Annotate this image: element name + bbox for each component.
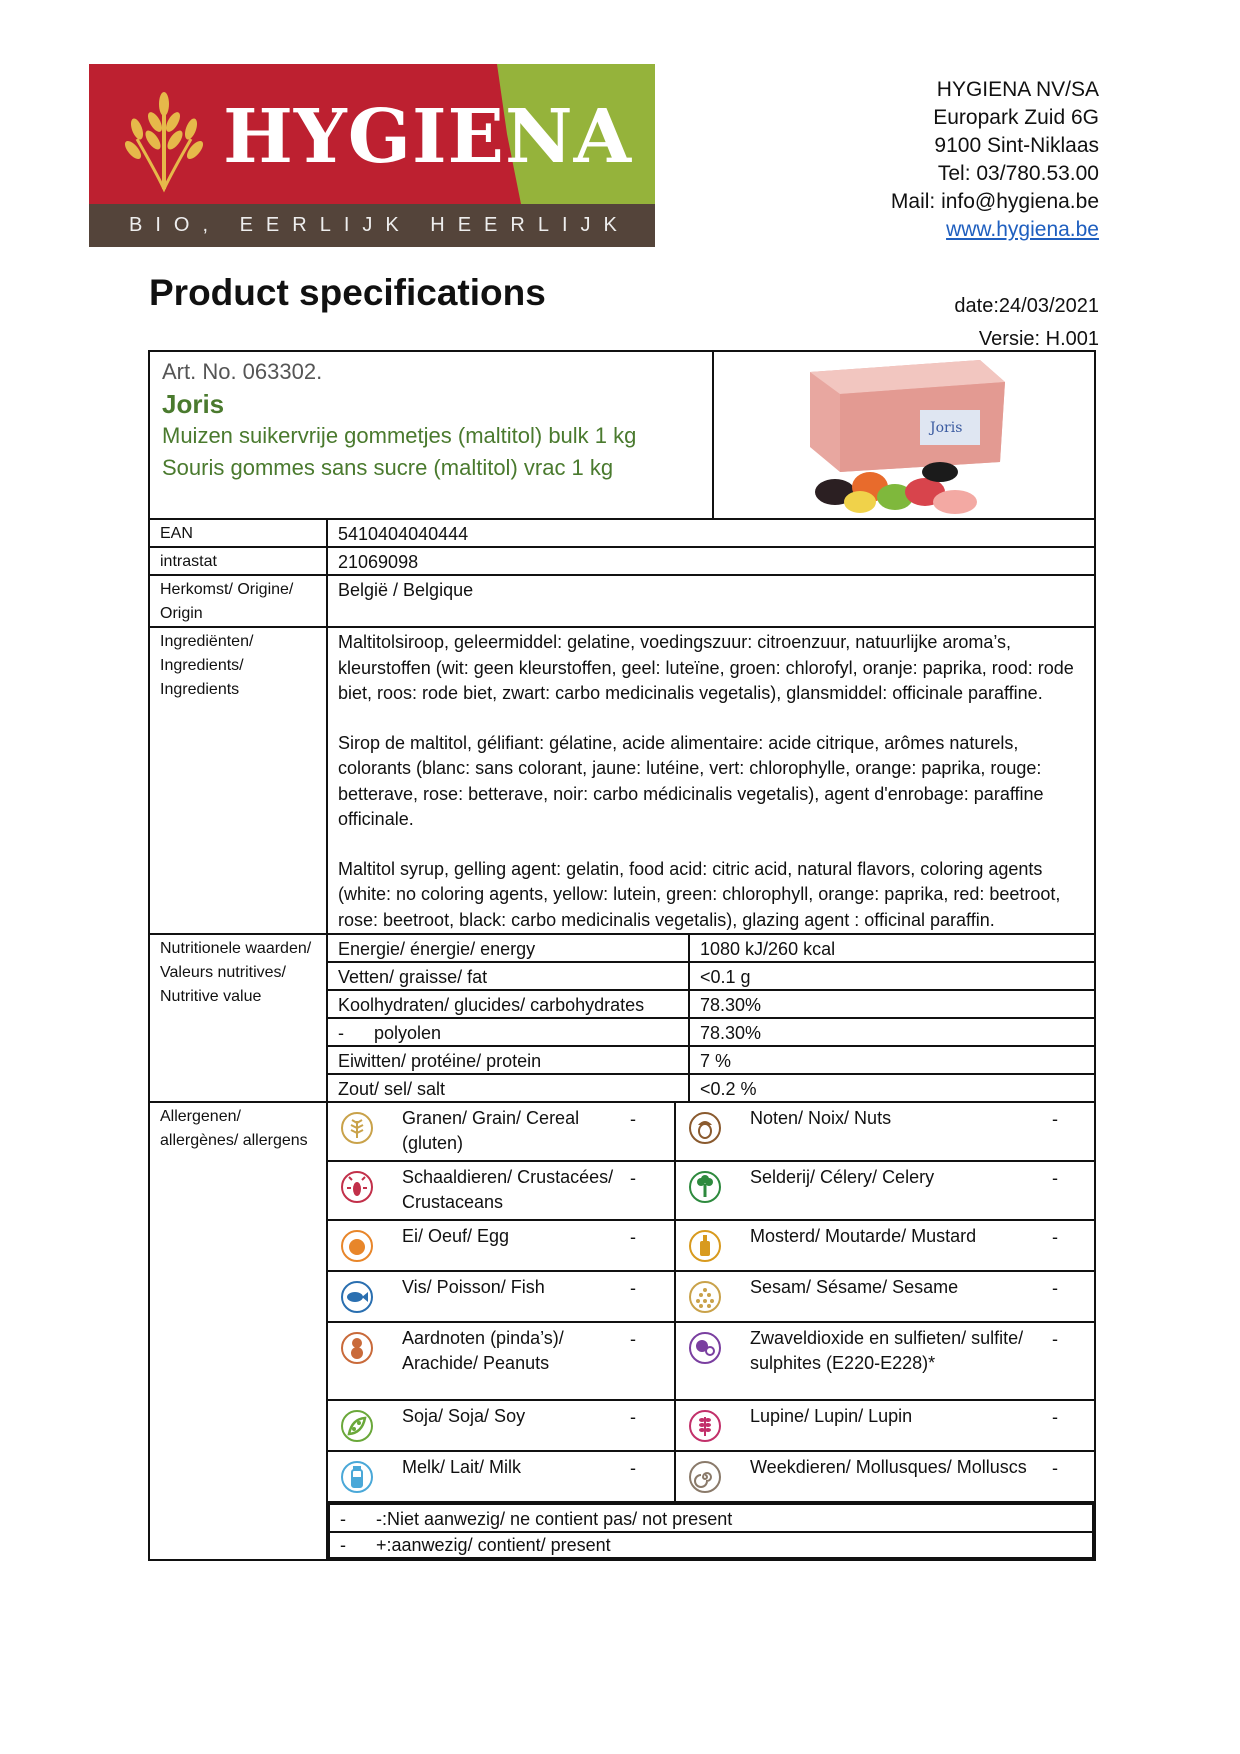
nutrient-value: 78.30% — [689, 1018, 1094, 1046]
nutrition-table — [328, 935, 1094, 1101]
nutrient-value: <0.1 g — [689, 962, 1094, 990]
nutrition-row — [149, 934, 1095, 1102]
allergen-row — [328, 1322, 1094, 1400]
svg-text:Joris: Joris — [930, 420, 963, 436]
allergens-table — [328, 1103, 1094, 1503]
grain-icon — [340, 1111, 374, 1145]
origin-label: Herkomst/ Origine/ Origin — [149, 575, 327, 627]
mustard-icon — [688, 1229, 722, 1263]
allergen-row — [328, 1400, 1094, 1451]
allergen-name: Aardnoten (pinda’s)/ Arachide/ Peanuts — [398, 1322, 618, 1400]
nutrient-value: 1080 kJ/260 kcal — [689, 935, 1094, 962]
nutrition-row-item — [328, 990, 1094, 1018]
company-mail: Mail: info@hygiena.be — [890, 190, 1099, 213]
hygiena-logo — [89, 64, 655, 247]
nutrition-label: Nutritionele waarden/ Valeurs nutritives/ Nutritive value — [149, 934, 327, 1102]
allergen-name: Weekdieren/ Mollusques/ Molluscs — [746, 1451, 1040, 1502]
allergen-name: Granen/ Grain/ Cereal (gluten) — [398, 1103, 618, 1161]
origin-row — [149, 575, 1095, 627]
nutrition-row-item — [328, 1046, 1094, 1074]
nutrient-name: Koolhydraten/ glucides/ carbohydrates — [328, 990, 689, 1018]
intrastat-value: 21069098 — [327, 547, 1095, 575]
allergens-label: Allergenen/ allergènes/ allergens — [149, 1102, 327, 1560]
allergen-status: - — [1040, 1103, 1094, 1161]
sesame-icon — [688, 1280, 722, 1314]
allergen-name: Zwaveldioxide en sulfieten/ sulfite/ sulphites (E220-E228)* — [746, 1322, 1040, 1400]
ean-label: EAN — [149, 519, 327, 547]
nutrition-row-item — [328, 1074, 1094, 1101]
fish-icon — [340, 1280, 374, 1314]
ingredients-en: Maltitol syrup, gelling agent: gelatin, food acid: citric acid, natural flavors, coloring agents (white: no coloring agents, yellow: lutein, green: chlorophyll, orange: paprika, red: beetroot, rose: beetroot, black: carbo medicinalis vegetalis), glazing agent : officinal paraffin. — [338, 858, 1061, 930]
allergen-status: - — [618, 1322, 675, 1400]
allergen-row — [328, 1271, 1094, 1322]
ingredients-label: Ingrediënten/ Ingredients/ Ingredients — [149, 627, 327, 934]
origin-value: België / Belgique — [327, 575, 1095, 627]
legend-absent: - -:Niet aanwezig/ ne contient pas/ not present — [329, 1504, 1093, 1532]
allergen-name: Schaaldieren/ Crustacées/ Crustaceans — [398, 1161, 618, 1220]
nutrient-name: Vetten/ graisse/ fat — [328, 962, 689, 990]
specification-table — [148, 518, 1096, 1561]
allergen-row — [328, 1451, 1094, 1502]
company-city: 9100 Sint-Niklaas — [934, 134, 1099, 157]
nutrient-name: - polyolen — [328, 1018, 689, 1046]
allergen-status: - — [618, 1220, 675, 1271]
allergen-name: Melk/ Lait/ Milk — [398, 1451, 618, 1502]
sulphite-icon — [688, 1331, 722, 1365]
allergen-name: Noten/ Noix/ Nuts — [746, 1103, 1040, 1161]
allergen-status: - — [1040, 1400, 1094, 1451]
ean-row — [149, 519, 1095, 547]
legend-present: - +:aanwezig/ contient/ present — [329, 1532, 1093, 1558]
allergen-status: - — [1040, 1161, 1094, 1220]
allergen-name: Selderij/ Célery/ Celery — [746, 1161, 1040, 1220]
allergen-name: Sesam/ Sésame/ Sesame — [746, 1271, 1040, 1322]
allergens-row — [149, 1102, 1095, 1560]
company-website-link[interactable]: www.hygiena.be — [946, 218, 1099, 241]
peanut-icon — [340, 1331, 374, 1365]
intrastat-row — [149, 547, 1095, 575]
lupin-icon — [688, 1409, 722, 1443]
allergen-name: Ei/ Oeuf/ Egg — [398, 1220, 618, 1271]
article-description-fr: Souris gommes sans sucre (maltitol) vrac 1 kg — [162, 455, 614, 480]
wheat-icon — [117, 84, 212, 194]
allergen-status: - — [1040, 1220, 1094, 1271]
nutrition-row-item — [328, 1018, 1094, 1046]
allergen-status: - — [1040, 1322, 1094, 1400]
article-number: Art. No. 063302. — [162, 359, 323, 384]
intrastat-label: intrastat — [149, 547, 327, 575]
allergen-status: - — [618, 1400, 675, 1451]
nutrient-name: Zout/ sel/ salt — [328, 1074, 689, 1101]
nutrient-value: <0.2 % — [700, 1079, 757, 1099]
document-date: date:24/03/2021 — [954, 295, 1099, 317]
allergen-row — [328, 1103, 1094, 1161]
allergen-status: - — [618, 1271, 675, 1322]
nutrition-row-item — [328, 935, 1094, 962]
allergen-name: Mosterd/ Moutarde/ Mustard — [746, 1220, 1040, 1271]
soy-icon — [340, 1409, 374, 1443]
allergen-status: - — [618, 1451, 675, 1502]
allergen-name: Lupine/ Lupin/ Lupin — [746, 1400, 1040, 1451]
allergen-legend — [328, 1503, 1094, 1559]
nutrient-name: Energie/ énergie/ energy — [328, 935, 689, 962]
company-street: Europark Zuid 6G — [933, 106, 1099, 129]
ingredients-row — [149, 627, 1095, 934]
company-tel: Tel: 03/780.53.00 — [937, 162, 1099, 185]
crustacean-icon — [340, 1170, 374, 1204]
celery-icon — [688, 1170, 722, 1204]
ingredients-nl: Maltitolsiroop, geleermiddel: gelatine, voedingszuur: citroenzuur, natuurlijke aroma’s, kleurstoffen (wit: geen kleurstoffen, geel: luteïne, groen: chlorofyl, oranje: paprika, rood: rode biet, roos: rode biet, zwart: carbo medicinalis vegetalis), glansmiddel: officinale paraffine. — [338, 632, 1074, 703]
nutrient-name: Eiwitten/ protéine/ protein — [328, 1046, 689, 1074]
allergen-status: - — [618, 1161, 675, 1220]
document-date-version — [954, 290, 1099, 356]
allergen-status: - — [1040, 1271, 1094, 1322]
nut-icon — [688, 1111, 722, 1145]
nutrition-row-item — [328, 962, 1094, 990]
company-name: HYGIENA NV/SA — [936, 78, 1099, 101]
allergen-row — [328, 1220, 1094, 1271]
milk-icon — [340, 1460, 374, 1494]
egg-icon — [340, 1229, 374, 1263]
logo-tagline: BIO, EERLIJK HEERLIJK — [129, 214, 630, 236]
ean-value: 5410404040444 — [327, 519, 1095, 547]
article-description-nl: Muizen suikervrije gommetjes (maltitol) bulk 1 kg — [162, 423, 637, 448]
ingredients-fr: Sirop de maltitol, gélifiant: gélatine, acide alimentaire: acide citrique, arômes naturels, colorants (blanc: sans colorant, jaune: lutéine, vert: chlorophylle, orange: paprika, rouge: betterave, rose: betterave, noir: carbo médicinalis vegetalis), agent d'enrobage: paraffine officinale. — [338, 732, 1044, 829]
product-photo — [800, 352, 1010, 520]
logo-wordmark: HYGIENA — [223, 94, 633, 180]
allergen-status: - — [618, 1103, 675, 1161]
document-version: Versie: H.001 — [978, 328, 1099, 350]
nutrient-value: 78.30% — [689, 990, 1094, 1018]
article-name: Joris — [162, 389, 225, 419]
company-address — [891, 76, 1099, 244]
mollusc-icon — [688, 1460, 722, 1494]
page-title: Product specifications — [149, 272, 546, 313]
allergen-row — [328, 1161, 1094, 1220]
nutrient-value: 7 % — [689, 1046, 1094, 1074]
allergen-name: Vis/ Poisson/ Fish — [398, 1271, 618, 1322]
allergen-name: Soja/ Soja/ Soy — [398, 1400, 618, 1451]
article-header — [148, 350, 1096, 520]
allergen-status: - — [1040, 1451, 1094, 1502]
